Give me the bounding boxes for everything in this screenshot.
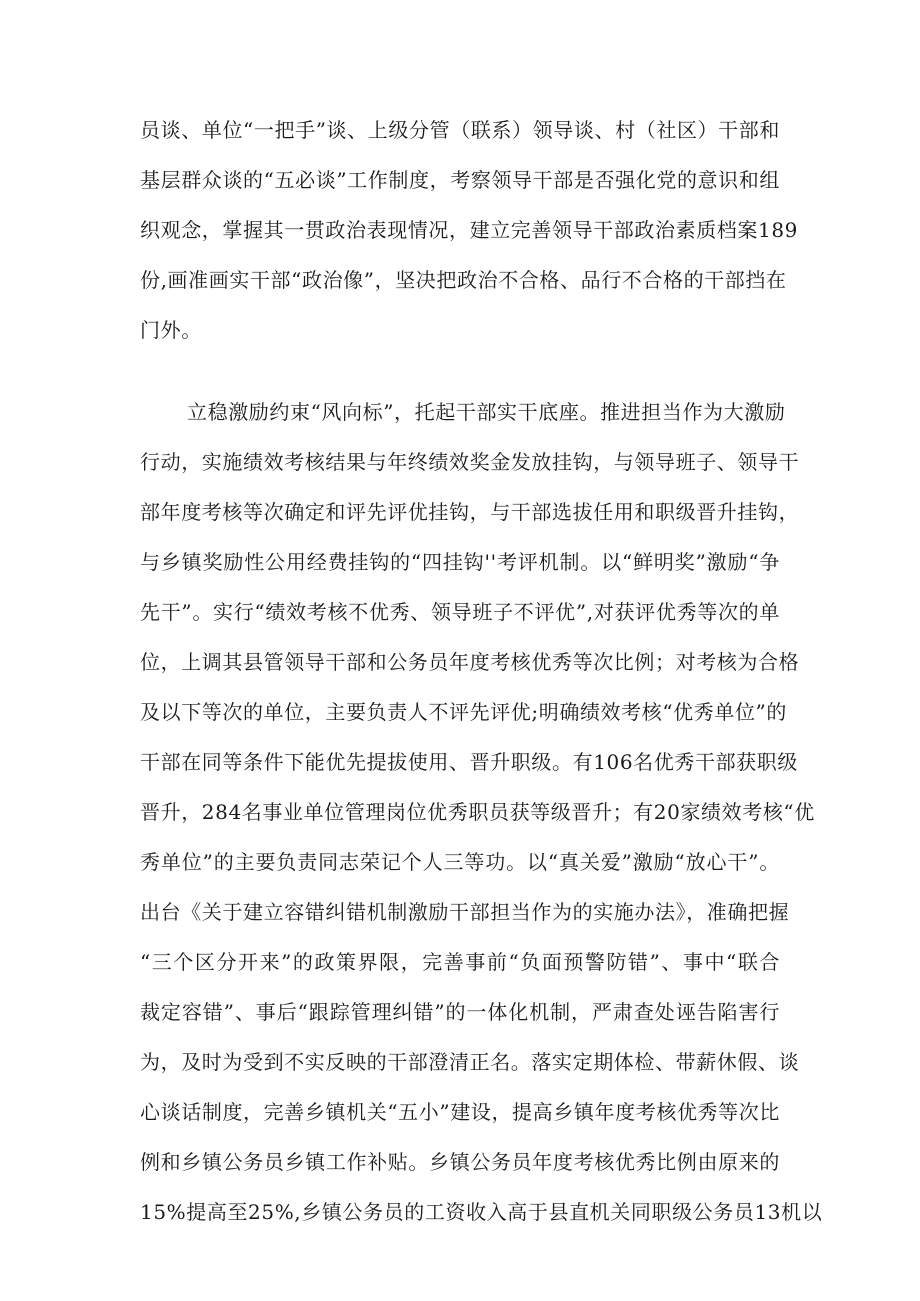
text-line: 行动，实施绩效考核结果与年终绩效奖金发放挂钩，与领导班子、领导干 (140, 450, 800, 474)
text-line: 例和乡镇公务员乡镇工作补贴。乡镇公务员年度考核优秀比例由原来的 (140, 1150, 780, 1174)
text-line: 部年度考核等次确定和评先评优挂钩，与干部选拔任用和职级晋升挂钩， (140, 500, 800, 524)
text-line: 干部在同等条件下能优先提拔使用、晋升职级。有106名优秀干部获职级 (140, 750, 798, 774)
text-line: 织观念，掌握其一贯政治表现情况，建立完善领导干部政治素质档案189 (140, 218, 798, 242)
text-line: 员谈、单位“一把手”谈、上级分管（联系）领导谈、村（社区）干部和 (140, 118, 780, 142)
text-line: 份,画准画实干部“政治像”，坚决把政治不合格、品行不合格的干部挡在 (140, 268, 787, 292)
text-line: 出台《关于建立容错纠错机制激励干部担当作为的实施办法》，准确把握 (140, 900, 790, 924)
text-line: 门外。 (140, 318, 202, 342)
text-line: “三个区分开来”的政策界限，完善事前“负面预警防错”、事中“联合 (140, 950, 780, 974)
text-line: 裁定容错”、事后“跟踪管理纠错”的一体化机制，严肃查处诬告陷害行 (140, 1000, 780, 1024)
text-line: 与乡镇奖励性公用经费挂钩的“四挂钩''考评机制。以“鲜明奖”激励“争 (140, 550, 780, 574)
text-line: 为，及时为受到不实反映的干部澄清正名。落实定期体检、带薪休假、谈 (140, 1050, 800, 1074)
text-line: 心谈话制度，完善乡镇机关“五小”建设，提高乡镇年度考核优秀等次比 (140, 1100, 780, 1124)
text-line: 晋升，284名事业单位管理岗位优秀职员获等级晋升；有20家绩效考核“优 (140, 800, 815, 824)
text-line: 位，上调其县管领导干部和公务员年度考核优秀等次比例；对考核为合格 (140, 650, 800, 674)
text-line: 基层群众谈的“五必谈”工作制度，考察领导干部是否强化党的意识和组 (140, 168, 780, 192)
text-line: 15%提高至25%,乡镇公务员的工资收入高于县直机关同职级公务员13机以 (140, 1200, 823, 1224)
text-line: 秀单位”的主要负责同志荣记个人三等功。以“真关爱”激励“放心干”。 (140, 850, 780, 874)
text-line: 及以下等次的单位，主要负责人不评先评优;明确绩效考核“优秀单位”的 (140, 700, 787, 724)
text-line: 立稳激励约束“风向标”，托起干部实干底座。推进担当作为大激励 (187, 400, 786, 424)
text-line: 先干”。实行“绩效考核不优秀、领导班子不评优”,对获评优秀等次的单 (140, 600, 780, 624)
